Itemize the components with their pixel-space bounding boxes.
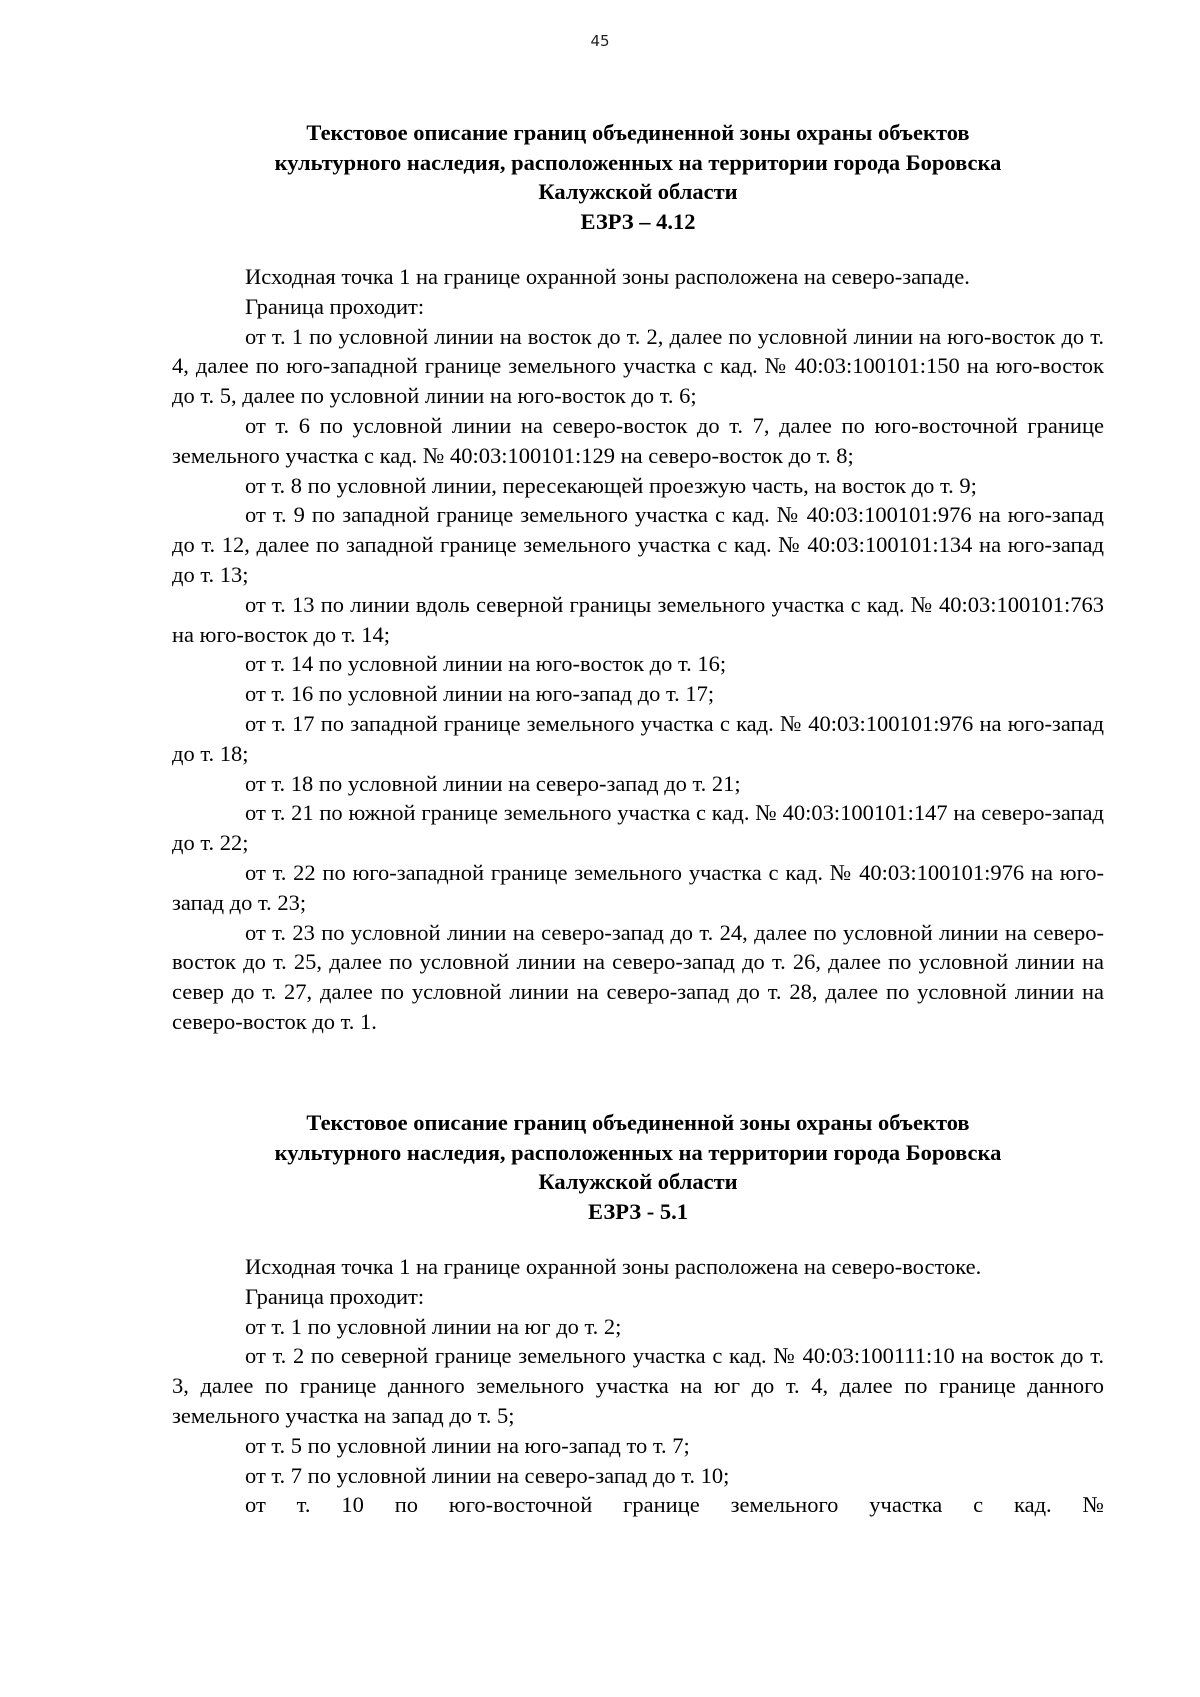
section-ezrz-5-1	[172, 1108, 1104, 1520]
zone-code: ЕЗРЗ - 5.1	[588, 1198, 688, 1224]
paragraph: от т. 21 по южной границе земельного участка с кад. № 40:03:100101:147 на северо-запад до т. 22;	[172, 800, 1104, 856]
paragraph: от т. 17 по западной границе земельного участка с кад. № 40:03:100101:976 на юго-запад до т. 18;	[172, 710, 1104, 766]
paragraph: от т. 8 по условной линии, пересекающей проезжую часть, на восток до т. 9;	[245, 472, 977, 498]
paragraph: от т. 18 по условной линии на северо-запад до т. 21;	[245, 770, 741, 796]
section-heading	[172, 118, 1104, 236]
paragraph: Граница проходит:	[245, 1283, 425, 1309]
paragraph: от т. 7 по условной линии на северо-запад до т. 10;	[245, 1462, 730, 1488]
page-number: 45	[590, 32, 610, 50]
heading-line: культурного наследия, расположенных на территории города Боровска	[274, 149, 1002, 175]
paragraph: Исходная точка 1 на границе охранной зоны расположена на северо-востоке.	[245, 1254, 982, 1279]
section-heading	[172, 1108, 1104, 1226]
paragraph: от т. 13 по линии вдоль северной границы земельного участка с кад. № 40:03:100101:763 на юго-восток до т. 14;	[172, 591, 1104, 647]
paragraph: от т. 14 по условной линии на юго-восток до т. 16;	[245, 651, 727, 677]
section-body	[172, 262, 1104, 1037]
section-body	[172, 1252, 1104, 1520]
heading-line: Текстовое описание границ объединенной зоны охраны объектов	[306, 120, 970, 145]
paragraph: Граница проходит:	[245, 293, 425, 319]
paragraph: от т. 10 по юго-восточной границе земельного участка с кад. №	[245, 1492, 1104, 1518]
paragraph: от т. 9 по западной границе земельного участка с кад. № 40:03:100101:976 на юго-запад до т. 12, далее по западной границе земельного участка с кад. № 40:03:100101:134 на юго-запад до т. 13;	[172, 502, 1104, 587]
paragraph: от т. 23 по условной линии на северо-запад до т. 24, далее по условной линии на северо-восток до т. 25, далее по условной линии на северо-запад до т. 26, далее по условной линии на север до т. 27, далее по условной линии на северо-запад до т. 28, далее по условной линии на северо-восток до т. 1.	[172, 919, 1104, 1034]
paragraph: Исходная точка 1 на границе охранной зоны расположена на северо-западе.	[245, 264, 970, 289]
paragraph: от т. 2 по северной границе земельного участка с кад. № 40:03:100111:10 на восток до т. 3, далее по границе данного земельного участка на юг до т. 4, далее по границе данного земельного участка на запад до т. 5;	[172, 1343, 1104, 1428]
section-ezrz-4-12	[172, 118, 1104, 1037]
heading-line: Текстовое описание границ объединенной зоны охраны объектов	[306, 1110, 970, 1135]
heading-line: Калужской области	[538, 179, 738, 204]
paragraph: от т. 1 по условной линии на восток до т. 2, далее по условной линии на юго-восток до т. 4, далее по юго-западной границе земельного участка с кад. № 40:03:100101:150 на юго-восток до т. 5, далее по условной линии на юго-восток до т. 6;	[172, 323, 1104, 409]
zone-code: ЕЗРЗ – 4.12	[580, 208, 696, 234]
heading-line: культурного наследия, расположенных на территории города Боровска	[274, 1139, 1002, 1165]
paragraph: от т. 5 по условной линии на юго-запад то т. 7;	[245, 1432, 690, 1458]
paragraph: от т. 6 по условной линии на северо-восток до т. 7, далее по юго-восточной границе земельного участка с кад. № 40:03:100101:129 на северо-восток до т. 8;	[172, 412, 1104, 468]
paragraph: от т. 22 по юго-западной границе земельного участка с кад. № 40:03:100101:976 на юго-запад до т. 23;	[172, 859, 1104, 915]
paragraph: от т. 16 по условной линии на юго-запад до т. 17;	[245, 681, 715, 707]
heading-line: Калужской области	[538, 1169, 738, 1194]
paragraph: от т. 1 по условной линии на юг до т. 2;	[245, 1313, 622, 1339]
